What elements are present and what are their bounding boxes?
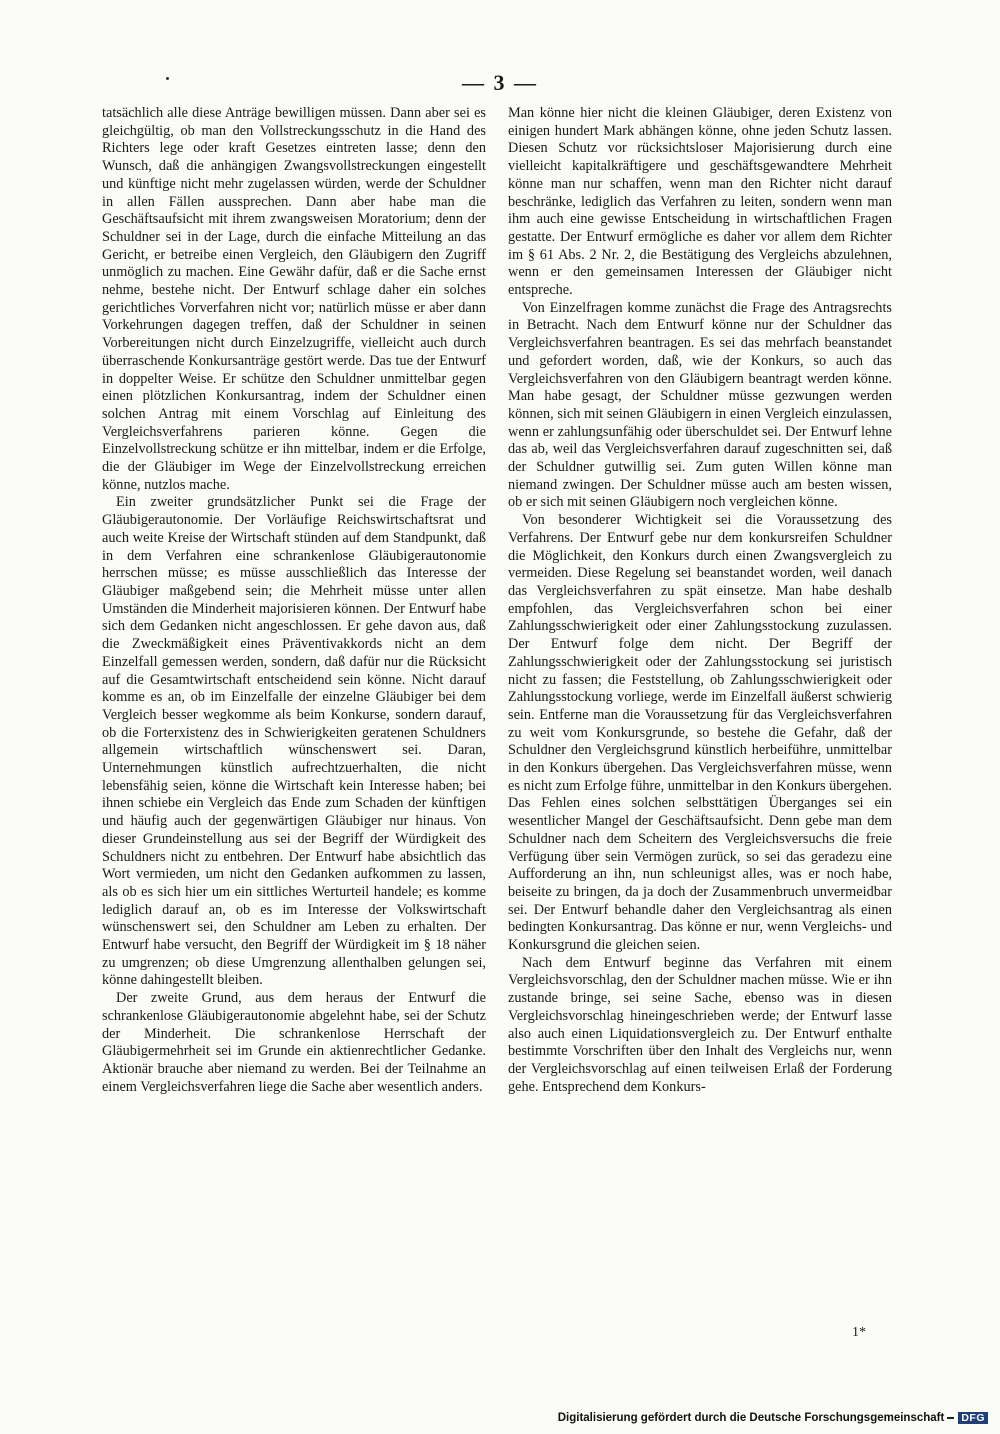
- paragraph: Ein zweiter grundsätzlicher Punkt sei die Frage der Gläubigerautonomie. Der Vorläufige Reichswirtschaftsrat und auch weite Kreise der Wirtschaft stünden auf dem Standpunkt, daß in dem Verfahren eine schrankenlose Gläubigerautonomie herrschen müsse; es müsse ausschließlich das Interesse der Gläubiger maßgebend sein; die Mehrheit müsse unter allen Umständen die Minderheit majorisieren können. Der Entwurf habe sich dem Gedanken nicht angeschlossen. Er gehe davon aus, daß die Zweckmäßigkeit eines Präventivakkords nicht an dem Einzelfall gemessen werden, sondern, daß dafür nur die Rücksicht auf die Gesamtwirtschaft entscheidend sein könne. Nicht darauf komme es an, ob im Einzelfalle der einzelne Gläubiger bei dem Vergleich besser wegkomme als beim Konkurse, sondern darauf, ob die Forterxistenz des in Schwierigkeiten geratenen Schuldners allgemein wirtschaftlich wünschenswert sei. Daran, Unternehmungen künstlich aufrechtzuerhalten, die nicht lebensfähig seien, könne die Wirtschaft kein Interesse haben; bei ihnen schiebe ein Vergleich das Ende zum Schaden der künftigen und häufig auch der gegenwärtigen Gläubiger nur hinaus. Von dieser Grundeinstellung aus sei der Begriff der Würdigkeit des Schuldners nicht zu entbehren. Der Entwurf habe absichtlich das Wort vermieden, um nicht den Gedanken aufkommen zu lassen, als ob es sich hier um ein sittliches Werturteil handele; es komme lediglich darauf an, ob es im Interesse der Volkswirtschaft wünschenswert sei, den Schuldner am Leben zu erhalten. Der Entwurf habe versucht, den Begriff der Würdigkeit im § 18 näher zu umgrenzen; ob diese Umgrenzung allenthalben gelungen sei, könne dahingestellt bleiben.: [102, 494, 486, 989]
- paragraph: Von Einzelfragen komme zunächst die Frage des Antragsrechts in Betracht. Nach dem Entwurf könne nur der Schuldner das Vergleichsverfahren beantragen. Es sei das mehrfach beanstandet und gefordert worden, daß, wie der Konkurs, so auch das Vergleichsverfahren von den Gläubigern beantragt werden könne. Man habe gesagt, der Schuldner müsse gezwungen werden können, sich mit seinen Gläubigern in einen Vergleich einzulassen, wenn er zahlungsunfähig oder überschuldet sei. Der Entwurf lehne das ab, weil das Vergleichsverfahren darauf zugeschnitten sei, daß der Schuldner gutwillig sei. Zum guten Willen könne man niemand zwingen. Der Schuldner müsse auch am besten wissen, ob er sich mit seinen Gläubigern noch vergleichen könne.: [508, 299, 892, 511]
- credit-separator: [947, 1417, 954, 1419]
- paragraph: Nach dem Entwurf beginne das Verfahren mit einem Vergleichsvorschlag, den der Schuldner machen müsse. Wie er ihn zustande bringe, sei seine Sache, ebenso was in diesen Vergleichsvorschlag hineingeschrieben werde; der Entwurf lasse also auch einen Liquidationsvergleich zu. Der Entwurf enthalte bestimmte Vorschriften über den Inhalt des Vergleichs nur, wenn der Vergleichsvorschlag auf einen teilweisen Erlaß der Forderung gehe. Entsprechend dem Konkurs-: [508, 954, 892, 1095]
- right-column: [508, 105, 892, 1096]
- paragraph: Der zweite Grund, aus dem heraus der Entwurf die schrankenlose Gläubigerautonomie abgelehnt habe, sei der Schutz der Minderheit. Die schrankenlose Herrschaft der Gläubigermehrheit sei im Grunde ein aktienrechtlicher Gedanke. Aktionär brauche aber niemand zu werden. Bei der Teilnahme an einem Vergleichsverfahren liege die Sache aber wesentlich anders.: [102, 990, 486, 1095]
- digitization-credit: [558, 1412, 988, 1424]
- signature-mark: 1*: [852, 1325, 866, 1340]
- credit-text: Digitalisierung gefördert durch die Deutsche Forschungsgemeinschaft: [557, 1412, 945, 1424]
- left-column: [102, 105, 486, 1096]
- paragraph: tatsächlich alle diese Anträge bewilligen müssen. Dann aber sei es gleichgültig, ob man den Vollstreckungsschutz in die Hand des Richters lege oder kraft Gesetzes eintreten lasse; denn den Wunsch, daß die anhängigen Zwangsvollstreckungen eingestellt und künftige nicht mehr zugelassen würden, werde der Schuldner in allen Fällen aussprechen. Dann aber habe man die Geschäftsaufsicht mit ihrem zwangsweisen Moratorium; denn der Schuldner sei in der Lage, durch die einfache Mitteilung an das Gericht, er betreibe einen Vergleich, den Gläubigern den Zugriff unmöglich zu machen. Eine Gewähr dafür, daß er die Sache ernst nehme, bestehe nicht. Der Entwurf schlage daher ein solches gerichtliches Vorverfahren nicht vor; natürlich müsse er aber dann Vorkehrungen dagegen treffen, daß der Schuldner in seinen Vorbereitungen nicht durch Einzelzugriffe, vielleicht auch durch überraschende Konkursanträge gestört werde. Das tue der Entwurf in doppelter Weise. Er schütze den Schuldner unmittelbar gegen einen plötzlichen Konkursantrag, indem der Schuldner einen solchen Antrag mit einem Vorschlag auf Einleitung des Vergleichsverfahrens parieren könne. Gegen die Einzelvollstreckung schütze er ihn mittelbar, indem er die Erfolge, die der Gläubiger im Wege der Einzelvollstreckung erreichen könne, nutzlos mache.: [102, 105, 486, 493]
- page-number: — 3 —: [462, 70, 538, 95]
- paragraph: Von besonderer Wichtigkeit sei die Voraussetzung des Verfahrens. Der Entwurf gebe nur dem konkursreifen Schuldner die Möglichkeit, den Konkurs durch einen Zwangsvergleich zu vermeiden. Diese Regelung sei beanstandet worden, weil danach das Vergleichsverfahren zu spät einsetze. Man habe deshalb empfohlen, das Vergleichsverfahren schon bei einer Zahlungsschwierigkeit oder einer Zahlungsstockung zuzulassen. Der Entwurf folge dem nicht. Der Begriff der Zahlungsschwierigkeit oder der Zahlungsstockung sei juristisch nicht zu fassen; die Feststellung, ob Zahlungsschwierigkeit oder Zahlungsstockung vorliege, werde im Einzelfall äußerst schwierig sein. Entferne man die Voraussetzung für das Vergleichsverfahren zu weit vom Konkursgrunde, so bestehe die Gefahr, daß der Schuldner den Vergleichsgrund künstlich herbeiführe, unmittelbar in den Konkurs übergehen. Das Vergleichsverfahren müsse, wenn es nicht zum Erfolge führe, unmittelbar in den Konkurs übergehen. Das Fehlen eines solchen selbsttätigen Überganges sei ein wesentlicher Mangel der Geschäftsaufsicht. Denn gebe man dem Schuldner nach dem Scheitern des Vergleichsversuchs die freie Verfügung über sein Vermögen zurück, so sei das geradezu eine Aufforderung an ihn, nun schleunigst alles, was er noch habe, beiseite zu bringen, da ja doch der Zusammenbruch unvermeidbar sei. Der Entwurf behandle daher den Vergleichsantrag als einen bedingten Konkursantrag. Das könne er nur, wenn Vergleichs- und Konkursgrund die gleichen seien.: [508, 512, 892, 954]
- paragraph: Man könne hier nicht die kleinen Gläubiger, deren Existenz von einigen hundert Mark abhängen könne, ohne jeden Schutz lassen. Diesen Schutz vor rücksichtsloser Majorisierung durch eine vielleicht kapitalkräftigere und geschäftsgewandtere Mehrheit könne man nur schaffen, wenn man den Richter nicht darauf beschränke, lediglich das Verfahren zu leiten, sondern wenn man ihm auch eine gewisse Entscheidung in wirtschaftlichen Fragen gestatte. Der Entwurf ermögliche es daher vor allem dem Richter im § 61 Abs. 2 Nr. 2, die Bestätigung des Vergleichs abzulehnen, wenn er den gemeinsamen Interessen der Gläubiger nicht entspreche.: [508, 105, 892, 299]
- dfg-logo: DFG: [958, 1412, 988, 1424]
